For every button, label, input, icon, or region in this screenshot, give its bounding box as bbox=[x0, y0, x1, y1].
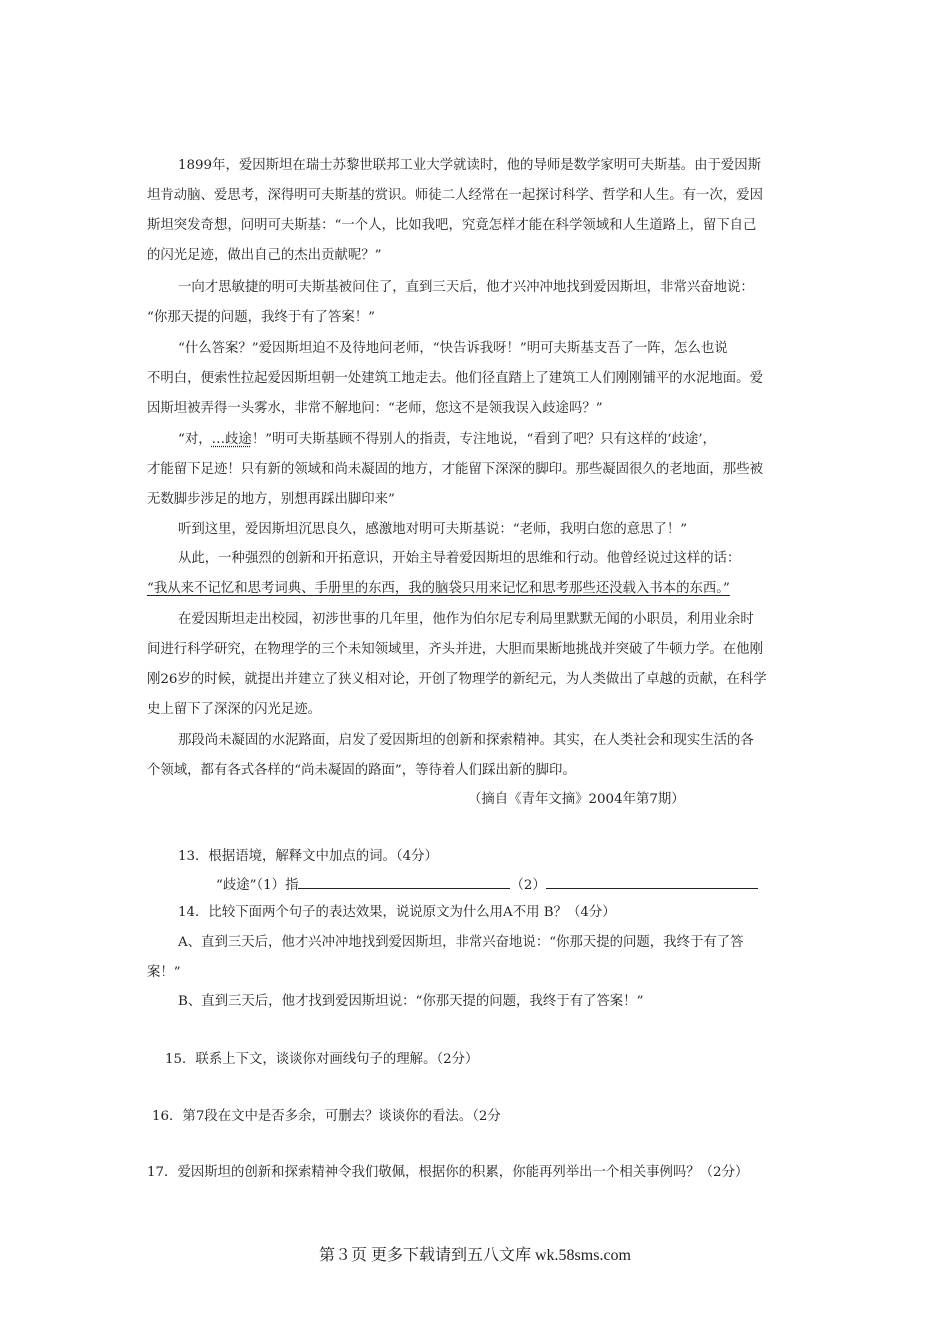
p3-line-3: 因斯坦被弄得一头雾水，非常不解地问：“老师，您这不是领我误入歧途吗？” bbox=[147, 401, 603, 416]
p7-line-2: 间进行科学研究，在物理学的三个未知领域里，齐头并进，大胆而果断地挑战并突破了牛顿力学。在他刚 bbox=[147, 642, 763, 657]
p1-line-4: 的闪光足迹，做出自己的杰出贡献呢？” bbox=[147, 248, 382, 263]
question-14: 14．比较下面两个句子的表达效果，说说原文为什么用A不用 B？（4分） bbox=[178, 905, 616, 920]
question-14-a-line-1: A、直到三天后，他才兴冲冲地找到爱因斯坦，非常兴奋地说：“你那天提的问题，我终于有了答 bbox=[178, 935, 744, 950]
source-citation: （摘自《青年文摘》2004年第7期） bbox=[468, 792, 685, 807]
p1-line-3: 斯坦突发奇想，问明可夫斯基：“一个人，比如我吧，究竟怎样才能在科学领域和人生道路上，留下自己 bbox=[147, 218, 757, 233]
p7-line-3: 刚26岁的时候，就提出并建立了狭义相对论，开创了物理学的新纪元，为人类做出了卓越的贡献，在科学 bbox=[147, 672, 767, 687]
p6-line-1: 从此，一种强烈的创新和开拓意识，开始主导着爱因斯坦的思维和行动。他曾经说过这样的话： bbox=[178, 551, 741, 566]
dotted-word-qitu: …歧途 bbox=[211, 432, 252, 447]
p3-line-1: “什么答案？”爱因斯坦迫不及待地问老师，“快告诉我呀！”明可夫斯基支吾了一阵，怎么也说 bbox=[178, 341, 728, 356]
question-13-answer-line bbox=[216, 874, 758, 896]
q13-part2: （2） bbox=[510, 878, 546, 893]
p7-line-4: 史上留下了深深的闪光足迹。 bbox=[147, 702, 322, 717]
question-15: 15．联系上下文，谈谈你对画线句子的理解。（2分） bbox=[165, 1052, 479, 1067]
p4-rest: ！”明可夫斯基顾不得别人的指责，专注地说，“看到了吧？只有这样的‘歧途’， bbox=[251, 432, 716, 447]
question-16: 16．第7段在文中是否多余，可删去？谈谈你的看法。（2分 bbox=[152, 1109, 501, 1124]
p2-line-1: 一向才思敏捷的明可夫斯基被问住了，直到三天后，他才兴冲冲地找到爱因斯坦，非常兴奋地说： bbox=[178, 280, 754, 295]
answer-blank-1[interactable] bbox=[298, 874, 510, 889]
q13-word: “歧途”（1）指 bbox=[216, 878, 299, 893]
p8-line-2: 个领域，都有各式各样的“尚未凝固的路面”，等待着人们踩出新的脚印。 bbox=[147, 763, 576, 778]
page-footer: 第３页 更多下载请到五八文库 wk.58sms.com bbox=[318, 1247, 631, 1264]
p5-line-1: 听到这里，爱因斯坦沉思良久，感激地对明可夫斯基说：“老师，我明白您的意思了！” bbox=[178, 522, 688, 537]
question-14-b: B、直到三天后，他才找到爱因斯坦说：“你那天提的问题，我终于有了答案！” bbox=[178, 994, 644, 1009]
p7-line-1: 在爱因斯坦走出校园，初涉世事的几年里，他作为伯尔尼专利局里默默无闻的小职员，利用业余时 bbox=[178, 612, 754, 627]
answer-blank-2[interactable] bbox=[546, 874, 758, 889]
question-17: 17．爱因斯坦的创新和探索精神令我们敬佩，根据你的积累，你能再列举出一个相关事例吗？（2分） bbox=[147, 1165, 749, 1180]
underlined-sentence: “我从来不记忆和思考词典、手册里的东西，我的脑袋只用来记忆和思考那些还没载入书本的东西。” bbox=[147, 581, 730, 596]
p3-line-2: 不明白，便索性拉起爱因斯坦朝一处建筑工地走去。他们径直踏上了建筑工人们刚刚铺平的水泥地面。爱 bbox=[147, 371, 763, 386]
p1-line-2: 坦肯动脑、爱思考，深得明可夫斯基的赏识。师徒二人经常在一起探讨科学、哲学和人生。有一次，爱因 bbox=[147, 188, 763, 203]
p4-line-3: 无数脚步涉足的地方，别想再踩出脚印来” bbox=[147, 492, 395, 507]
p2-line-2: “你那天提的问题，我终于有了答案！” bbox=[147, 310, 375, 325]
p8-line-1: 那段尚未凝固的水泥路面，启发了爱因斯坦的创新和探索精神。其实，在人类社会和现实生活的各 bbox=[178, 733, 754, 748]
p4-line-2: 才能留下足迹！只有新的领域和尚未凝固的地方，才能留下深深的脚印。那些凝固很久的老地面，那些被 bbox=[147, 462, 763, 477]
p4-line-1 bbox=[178, 430, 716, 450]
p1-line-1: 1899年，爱因斯坦在瑞士苏黎世联邦工业大学就读时，他的导师是数学家明可夫斯基。由于爱因斯 bbox=[178, 158, 762, 173]
p4-open: “对， bbox=[178, 432, 212, 447]
question-14-a-line-2: 案！” bbox=[147, 965, 181, 980]
question-13: 13．根据语境，解释文中加点的词。（4分） bbox=[178, 849, 438, 864]
